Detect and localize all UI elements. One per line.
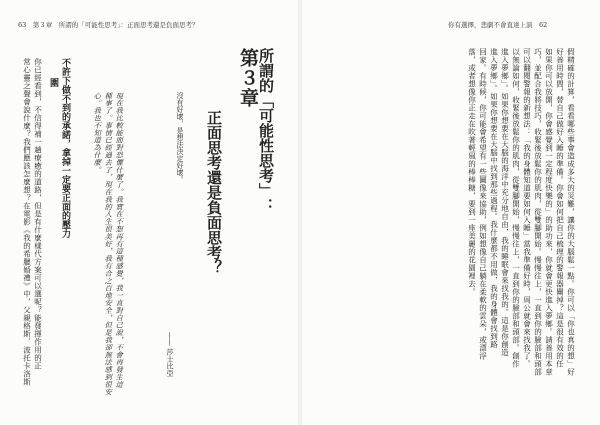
intro-paragraph-line: 種事了。事情已經過去了，現在我的人生很美好，我有合之百地安全，但是我卻無法感到很安 — [104, 92, 114, 396]
body-text-line: 落，或者想像你正走在吹著輕風的棒棒糖，要到一座美麗的花園裡去。 — [467, 48, 477, 296]
body-text-line: 你已經看到，不信得補一趟療癒的道路，但是有什麼樣代方案可以選呢？能發揮作用的正 — [33, 58, 43, 370]
body-text-line: 進入夢鄉」。如果你想要在大腦中找到那些過程。我什麼都不用做，我的身體會找到路 — [489, 48, 499, 349]
body-text-line: 進入夢鄉」。如果你想要在大腦的海洋中充分地自由，我的睡眠會來找我的。這是你創造 — [500, 48, 510, 357]
body-text-line: 可以翻閱警報的新想法：「我的身體知道要如何入睡」當我準備好時，周公就會來找我了。 — [522, 48, 532, 368]
intro-paragraph-line: 心。我也不知道為什麼。 — [93, 92, 103, 174]
body-text-line: 巧，並配合我將技巧，收緊後放鬆你的肌肉，從雙腳開始。慢慢往上，一直到你的臉部和頭部 — [533, 48, 543, 376]
body-text-line: 假精確的計算，看看哪些事會造成多大的災難，讓你的大腦鬆一點。你可以「你也真的想」好 — [566, 48, 576, 376]
section-heading: 不許下做不到的承諾，拿掉一定要正面的壓力 — [60, 58, 70, 238]
body-text-line: 好善用時間，替自己做好入睡的準備。你會如何把自己梳理的警報器關掉？這是很有效的任 — [555, 48, 565, 368]
left-page-header: 63 第３章 所謂的「可能性思考」：正面思考還是負面思考？ — [18, 21, 199, 29]
chapter-title-line-2: 正面思考還是負面思考？ — [205, 110, 223, 275]
chapter-number: 第３章 — [237, 48, 259, 108]
intro-paragraph-line: 現在我比較能面對恐懼什麼了。我實在不想再有這種感覺，我一直對自己說，不會再發生這 — [115, 92, 125, 388]
chapter-title-line-1: 所謂的「可能性思考」： — [257, 48, 275, 213]
epigraph-quote: 沒有好壞，是想法決定好壞。 — [176, 92, 184, 183]
book-gutter — [298, 0, 302, 425]
epigraph-author: —— 莎士比亞 — [166, 332, 174, 377]
body-text-line: 以無論如何，收緊後放鬆你的肌肉，從雙腳開始，慢慢往上，一直到你的臉部和頭部。創作 — [511, 48, 521, 368]
right-page-header: 你有選擇，悲劇不會直達上演 62 — [448, 21, 548, 29]
body-text-line: 回家。有時候，你可能會希望有一些圖像來協助，例如想像自己躺在柔軟的雲朵，或漂浮 — [478, 48, 488, 360]
right-page — [300, 0, 600, 425]
body-text-line: 常心靈之聲會說什麼？我們應該怎麼想？在電影《我的希臘婚禮》中，父親格斯．波托卡洛斯 — [22, 58, 32, 386]
section-heading-continued: 圍 — [48, 78, 58, 87]
body-text-line: 如果你可以放開，你會感覺到一定程度快樂的」的助功來，你就會更快進入夢鄉。請善用本章 — [544, 48, 554, 376]
